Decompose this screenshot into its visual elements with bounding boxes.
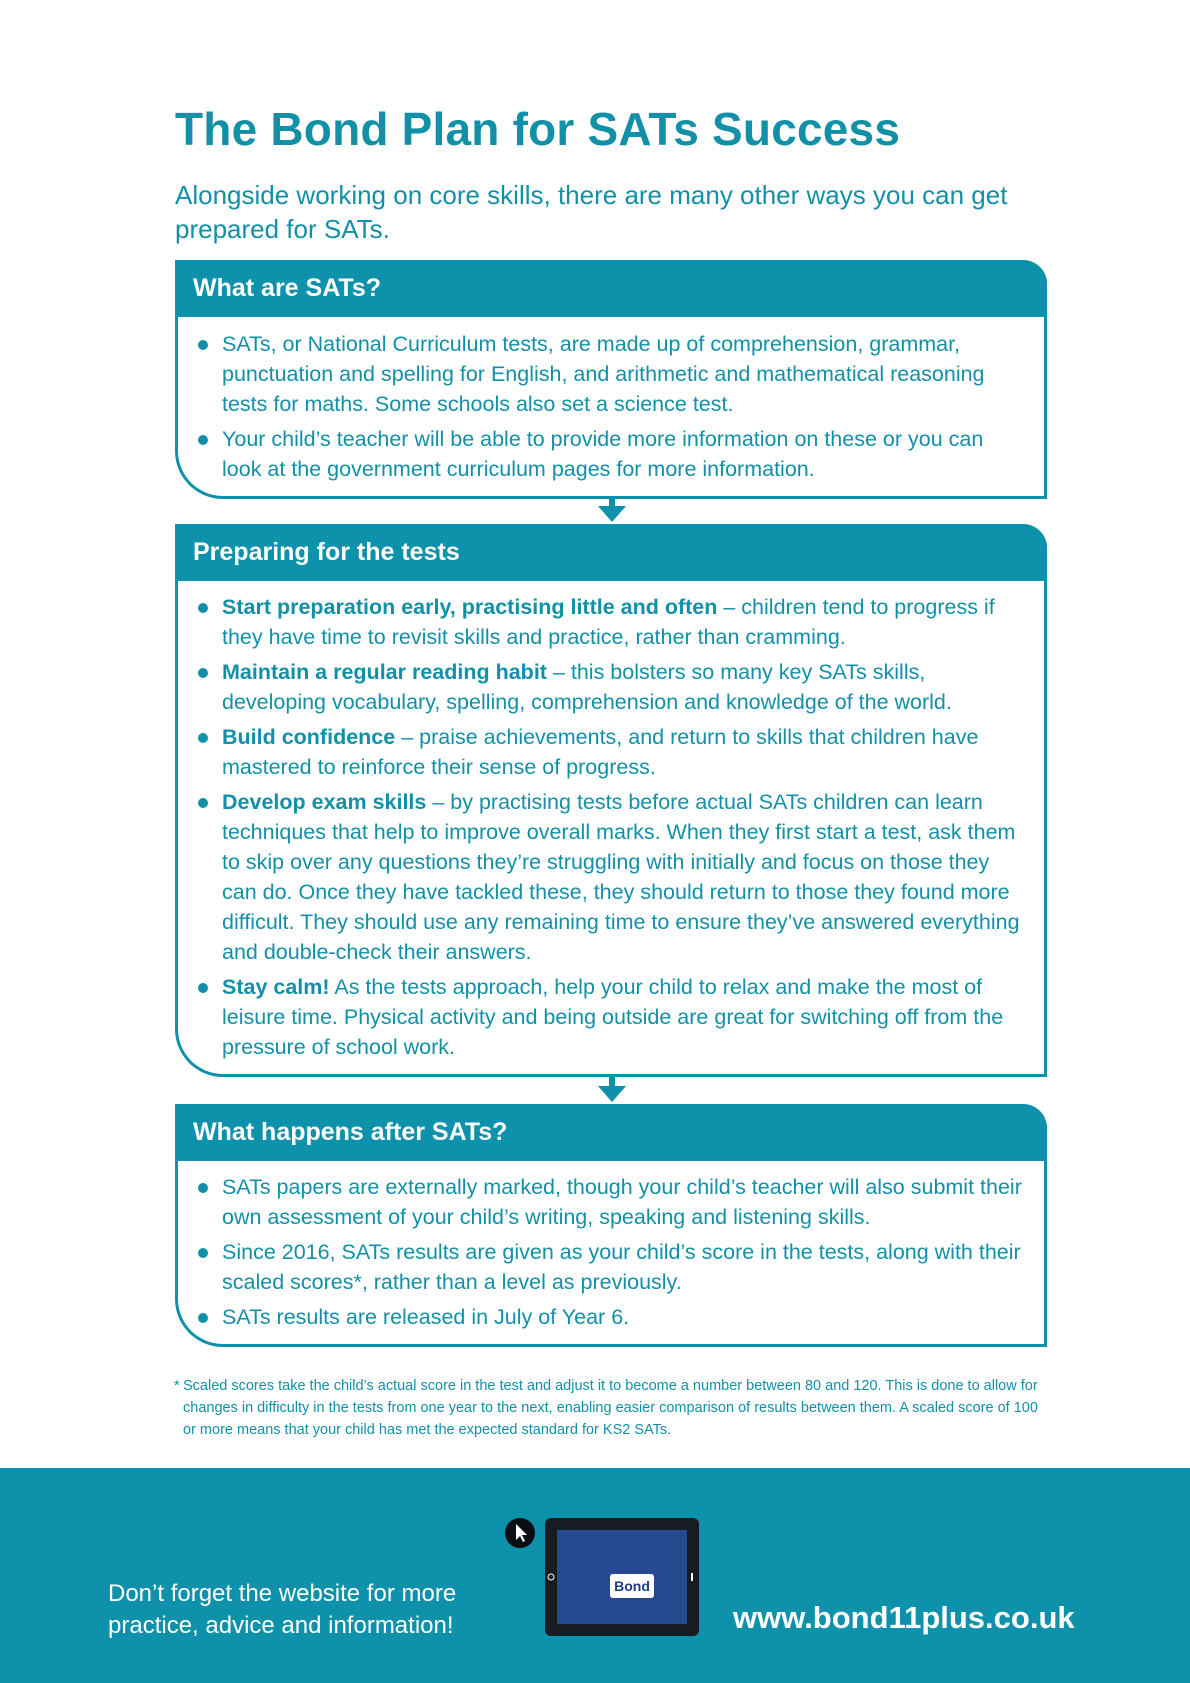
down-arrow-icon [598,496,626,522]
section-title: Preparing for the tests [193,538,460,566]
footer-banner [0,1468,1190,1683]
list-item: Since 2016, SATs results are given as your child’s score in the tests, along with their scaled scores*, rather than a level as previously. [196,1237,1026,1297]
tablet-illustration [545,1518,699,1636]
bullet-list [178,1161,1044,1344]
bond-logo: Bond [610,1574,654,1598]
list-item: SATs, or National Curriculum tests, are made up of comprehension, grammar, punctuation and spelling for English, and arithmetic and mathematical reasoning tests for maths. Some schools also set a science test. [196,329,1026,419]
section-title: What are SATs? [193,274,381,302]
list-item: Build confidence – praise achievements, and return to skills that children have mastered to reinforce their sense of progress. [196,722,1026,782]
bullet-list [178,317,1044,496]
page-title: The Bond Plan for SATs Success [175,103,901,155]
bullet-list [178,581,1044,1074]
section-title: What happens after SATs? [193,1118,508,1146]
website-link[interactable]: www.bond11plus.co.uk [733,1600,1075,1635]
list-item: Your child’s teacher will be able to provide more information on these or you can look at the government curriculum pages for more information. [196,424,1026,484]
section-what-are-sats [175,260,1047,499]
section-header [175,260,1047,317]
tablet-screen [557,1530,687,1624]
list-item: Maintain a regular reading habit – this bolsters so many key SATs skills, developing vocabulary, spelling, comprehension and knowledge of the world. [196,657,1026,717]
footer-text: Don’t forget the website for more practice, advice and information! [108,1580,457,1639]
list-item: Stay calm! As the tests approach, help your child to relax and make the most of leisure time. Physical activity and being outside are great for switching off from the pressure of school work. [196,972,1026,1062]
section-header [175,1104,1047,1161]
list-item: SATs papers are externally marked, though your child’s teacher will also submit their own assessment of your child’s writing, speaking and listening skills. [196,1172,1026,1232]
down-arrow-icon [598,1076,626,1102]
section-after-sats [175,1104,1047,1347]
intro-text: Alongside working on core skills, there are many other ways you can get prepared for SATs. [175,180,1008,244]
list-item: Start preparation early, practising little and often – children tend to progress if they have time to revisit skills and practice, rather than cramming. [196,592,1026,652]
list-item: Develop exam skills – by practising tests before actual SATs children can learn techniques that help to improve overall marks. When they first start a test, ask them to skip over any questions they’re struggling with initially and focus on those they can do. Once they have tackled these, they should return to those they found more difficult. They should use any remaining time to ensure they’ve answered everything and double-check their answers. [196,787,1026,967]
section-header [175,524,1047,581]
list-item: SATs results are released in July of Year 6. [196,1302,1026,1332]
cursor-icon [505,1518,535,1548]
section-preparing-for-tests [175,524,1047,1077]
footnote-marker: * [174,1378,180,1394]
footnote-text: Scaled scores take the child’s actual score in the test and adjust it to become a number between 80 and 120. This is done to allow for changes in difficulty in the tests from one year to the next, enabling easier comparison of results between them. A scaled score of 100 or more means that your child has met the expected standard for KS2 SATs. [183,1378,1038,1438]
footnote [174,1375,1054,1441]
